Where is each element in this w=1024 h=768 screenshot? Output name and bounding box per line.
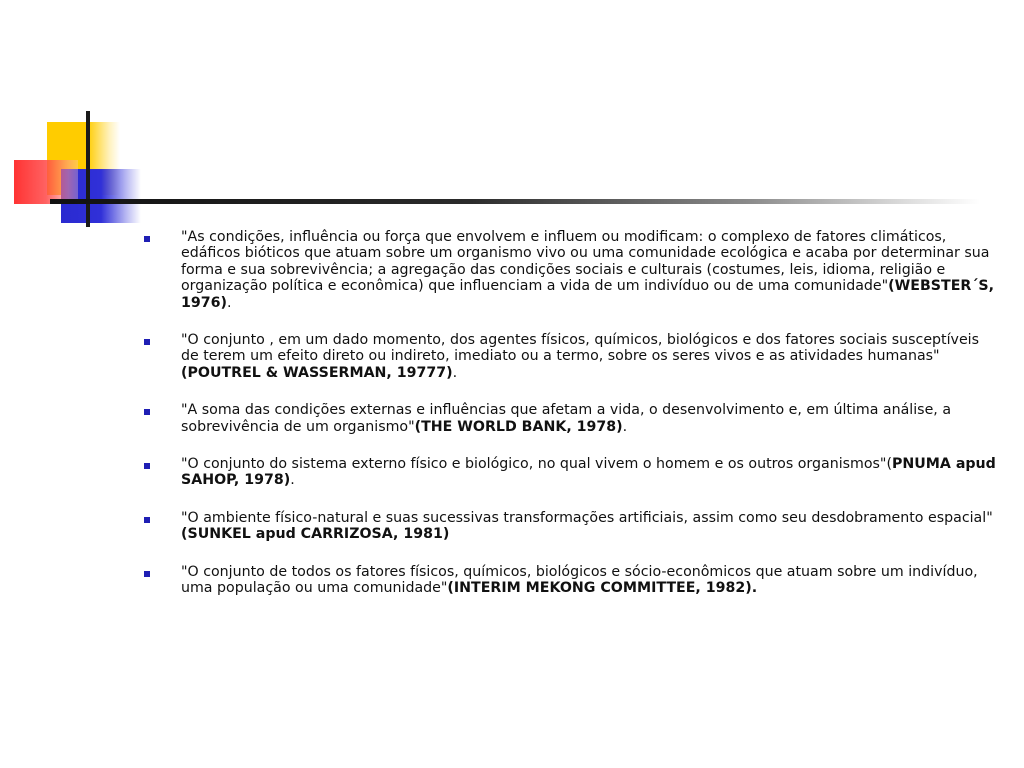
quote-citation: (WEBSTER´S, 1976): [181, 278, 995, 311]
quote-text: "O ambiente físico-natural e suas sucessivas transformações artificiais, assim como seu desdobramento espacial": [181, 509, 993, 526]
list-item: [142, 402, 1000, 435]
square-bullet-icon: [144, 409, 150, 415]
list-item: [142, 510, 1000, 543]
quote-citation: PNUMA apud SAHOP, 1978): [181, 456, 996, 489]
quote-tail: .: [226, 294, 232, 311]
quote-text: "O conjunto de todos os fatores físicos, químicos, biológicos e sócio-econômicos que atuam sobre um indivíduo, uma população ou uma comunidade": [181, 563, 978, 597]
square-bullet-icon: [144, 463, 150, 469]
quote-text: "A soma das condições externas e influências que afetam a vida, o desenvolvimento e, em última análise, a sobrevivência de um organismo": [181, 402, 952, 435]
square-bullet-icon: [144, 517, 150, 523]
list-item: [142, 564, 1000, 597]
list-item: [142, 229, 1000, 311]
quote-tail: .: [622, 418, 628, 435]
quote-citation: (THE WORLD BANK, 1978): [414, 418, 623, 435]
square-bullet-icon: [144, 571, 150, 577]
quote-citation: (INTERIM MEKONG COMMITTEE, 1982).: [447, 580, 758, 597]
quote-text: "O conjunto , em um dado momento, dos agentes físicos, químicos, biológicos e dos fatores sociais susceptíveis de terem um efeito direto ou indireto, imediato ou a termo, sobre os seres vivos e as atividades humanas": [181, 332, 980, 365]
quote-text: "As condições, influência ou força que envolvem e influem ou modificam: o complexo de fatores climáticos, edáficos bióticos que atuam sobre um organismo vivo ou uma comunidade ecológica e acaba por determinar sua forma e sua sobrevivência; a agregação das condições sociais e culturais (costumes, leis, idioma, religião e organização política e econômica) que influenciam a vida de um indivíduo ou de uma comunidade": [181, 229, 990, 295]
vertical-rule-decoration: [86, 111, 90, 227]
quote-text: "O conjunto do sistema externo físico e biológico, no qual vivem o homem e os outros organismos"(: [181, 456, 892, 473]
square-bullet-icon: [144, 339, 150, 345]
quote-tail: .: [290, 472, 295, 489]
quote-tail: .: [452, 364, 458, 381]
square-bullet-icon: [144, 236, 150, 242]
title-underline-rule: [50, 199, 980, 204]
definition-list: [142, 229, 1000, 597]
list-item: [142, 332, 1000, 381]
list-item: [142, 456, 1000, 489]
quote-citation: (POUTREL & WASSERMAN, 19777): [181, 364, 453, 381]
quote-citation: (SUNKEL apud CARRIZOSA, 1981): [181, 526, 450, 543]
red-square-decoration: [14, 160, 78, 204]
